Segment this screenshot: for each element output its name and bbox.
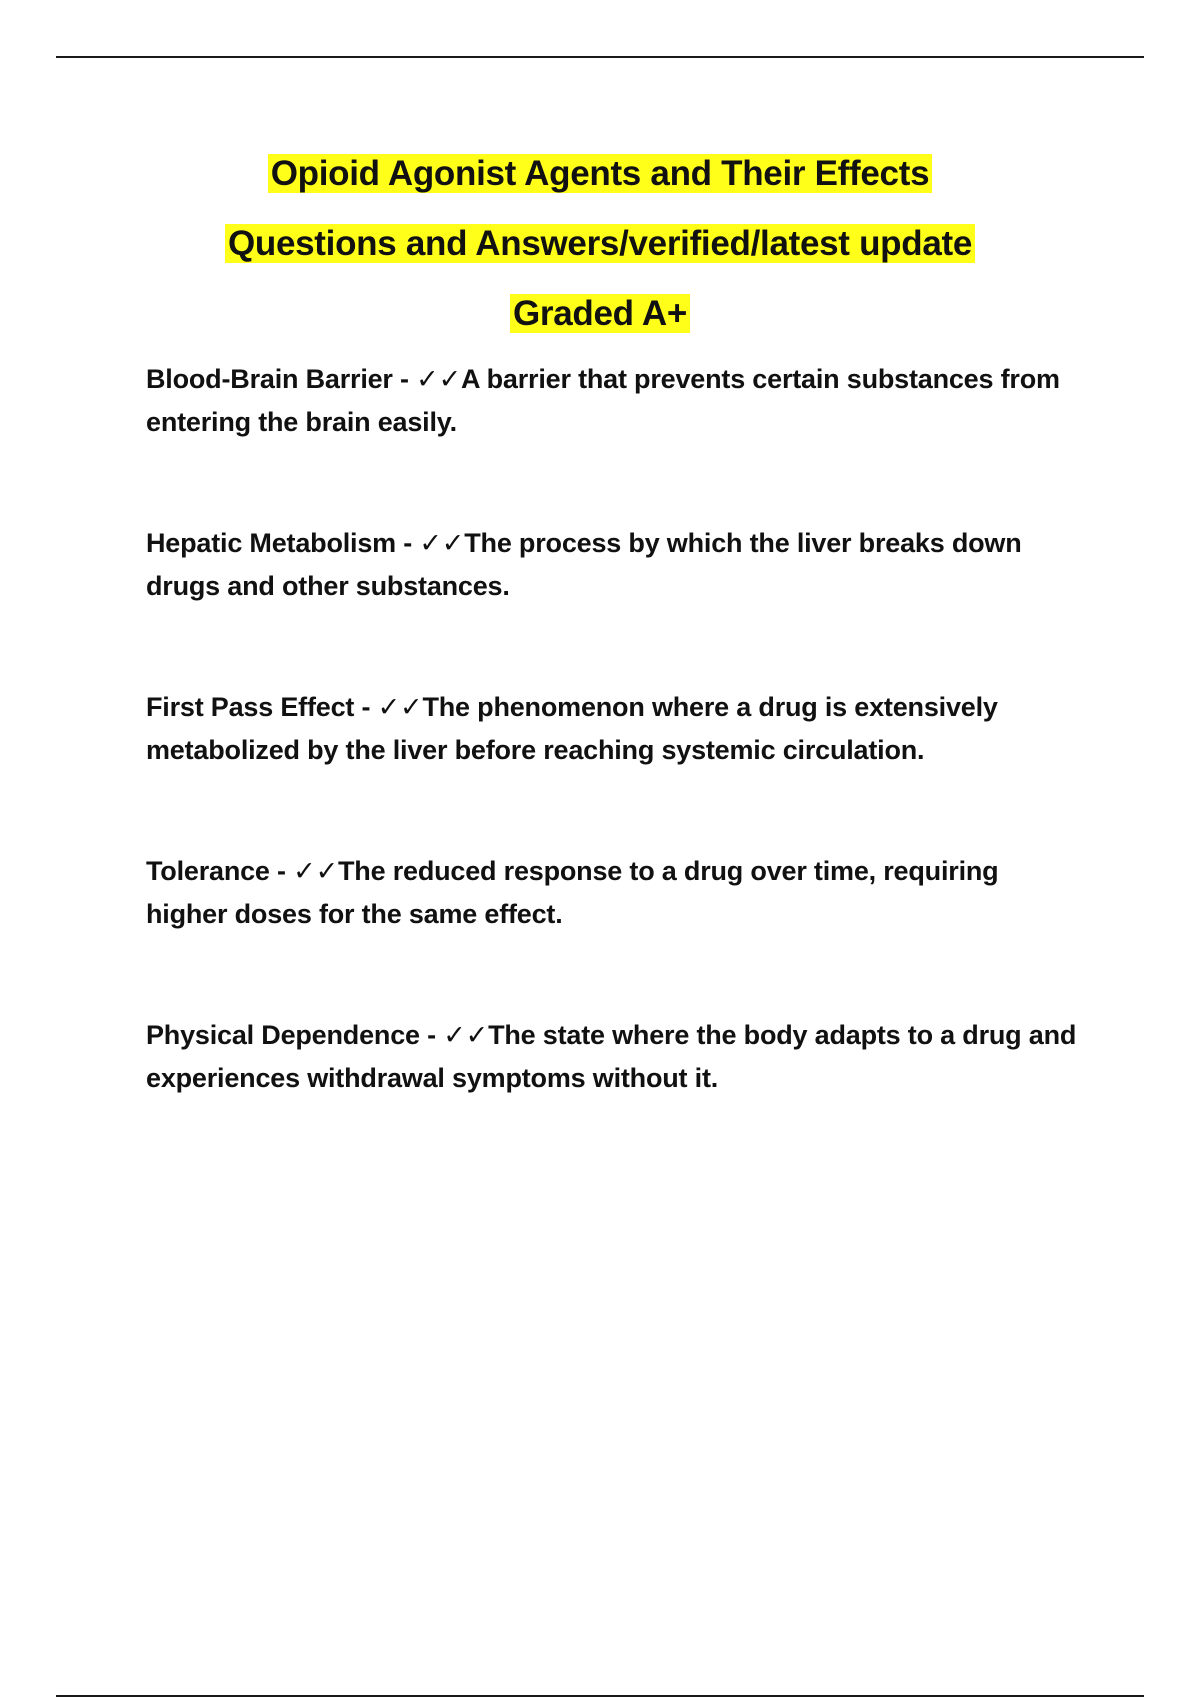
term: Physical Dependence [146, 1020, 420, 1050]
qa-item [146, 1014, 1086, 1100]
title-text-1: Opioid Agonist Agents and Their Effects [268, 154, 933, 193]
term: First Pass Effect [146, 692, 355, 722]
term: Hepatic Metabolism [146, 528, 396, 558]
separator: - [419, 1020, 444, 1050]
separator: - [354, 692, 378, 722]
separator: - [395, 528, 420, 558]
title-text-2: Questions and Answers/verified/latest update [225, 224, 975, 263]
double-check-icon: ✓✓ [377, 692, 423, 722]
title-line-3 [0, 288, 1200, 340]
definition: The reduced response to a drug over time, requiring higher doses for the same effect. [146, 856, 999, 929]
document-title [0, 148, 1200, 358]
qa-item [146, 358, 1086, 444]
bottom-divider [56, 1695, 1144, 1697]
term: Tolerance [146, 856, 270, 886]
double-check-icon: ✓✓ [293, 856, 339, 886]
definition: The state where the body adapts to a drug and experiences withdrawal symptoms without it. [146, 1020, 1077, 1093]
definition: The process by which the liver breaks down drugs and other substances. [146, 528, 1022, 601]
double-check-icon: ✓✓ [443, 1020, 489, 1050]
definition: The phenomenon where a drug is extensively metabolized by the liver before reaching systemic circulation. [146, 692, 998, 765]
term: Blood-Brain Barrier [146, 364, 393, 394]
separator: - [269, 856, 294, 886]
definition: A barrier that prevents certain substances from entering the brain easily. [146, 364, 1060, 437]
qa-item [146, 522, 1086, 608]
top-divider [56, 56, 1144, 58]
title-text-3: Graded A+ [510, 294, 690, 333]
separator: - [392, 364, 417, 394]
qa-item [146, 850, 1086, 936]
double-check-icon: ✓✓ [416, 364, 462, 394]
title-line-1 [0, 148, 1200, 200]
double-check-icon: ✓✓ [419, 528, 465, 558]
qa-list [146, 358, 1086, 1178]
title-line-2 [0, 218, 1200, 270]
qa-item [146, 686, 1086, 772]
